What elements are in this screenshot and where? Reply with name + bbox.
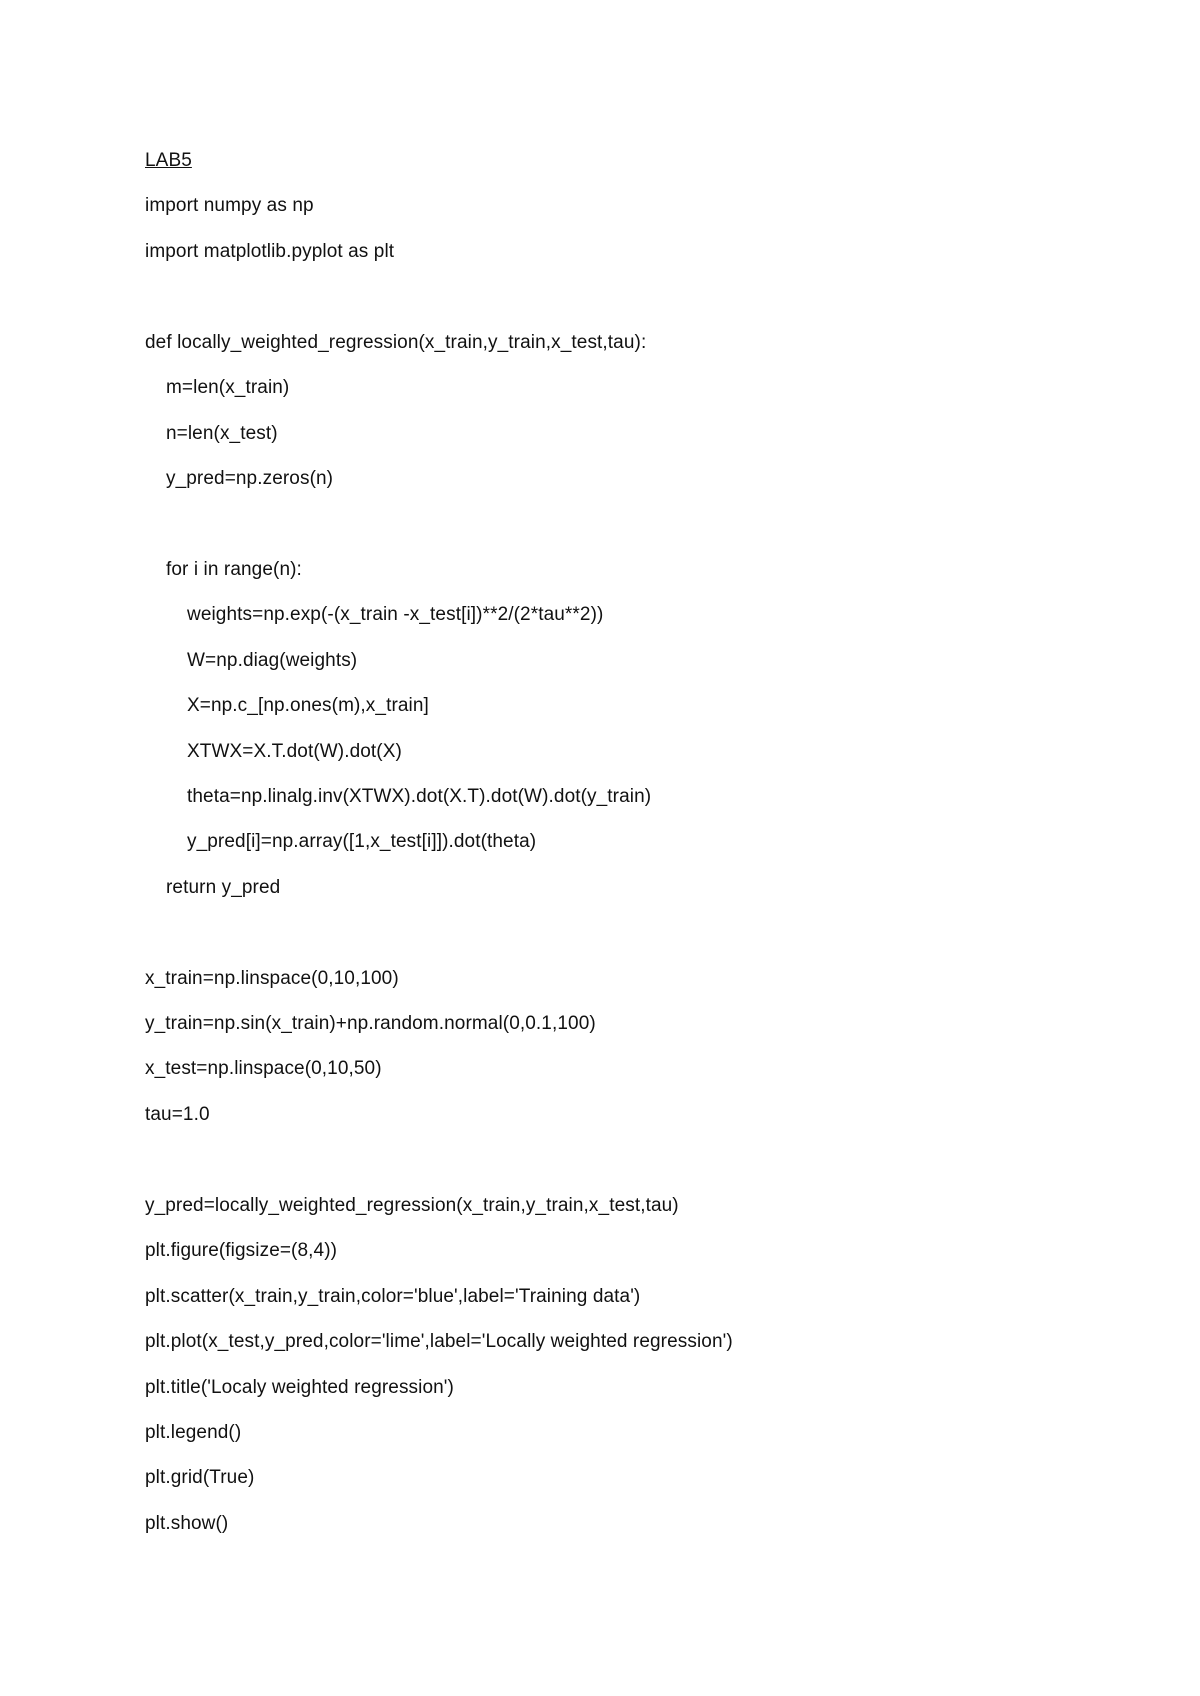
code-line: X=np.c_[np.ones(m),x_train] — [187, 695, 429, 716]
code-line: plt.title('Localy weighted regression') — [145, 1377, 454, 1398]
code-line: tau=1.0 — [145, 1104, 210, 1125]
code-line: y_pred=np.zeros(n) — [166, 468, 334, 489]
code-line: plt.legend() — [145, 1422, 242, 1443]
code-line: n=len(x_test) — [166, 423, 278, 444]
code-line: weights=np.exp(-(x_train -x_test[i])**2/(2*tau**2)) — [187, 604, 604, 625]
code-line: plt.scatter(x_train,y_train,color='blue',label='Training data') — [145, 1286, 641, 1307]
code-line: theta=np.linalg.inv(XTWX).dot(X.T).dot(W).dot(y_train) — [187, 786, 652, 807]
code-line: x_train=np.linspace(0,10,100) — [145, 968, 399, 989]
code-line: import matplotlib.pyplot as plt — [145, 241, 395, 262]
code-line: y_pred=locally_weighted_regression(x_train,y_train,x_test,tau) — [145, 1195, 679, 1216]
code-line: def locally_weighted_regression(x_train,y_train,x_test,tau): — [145, 332, 647, 353]
code-line: y_train=np.sin(x_train)+np.random.normal(0,0.1,100) — [145, 1013, 596, 1034]
code-line: plt.grid(True) — [145, 1467, 255, 1488]
code-line: import numpy as np — [145, 195, 314, 216]
code-line: for i in range(n): — [166, 559, 302, 580]
code-line: m=len(x_train) — [166, 377, 290, 398]
code-line: y_pred[i]=np.array([1,x_test[i]]).dot(theta) — [187, 831, 537, 852]
code-line: plt.show() — [145, 1513, 229, 1534]
code-line: XTWX=X.T.dot(W).dot(X) — [187, 741, 402, 762]
code-line: W=np.diag(weights) — [187, 650, 358, 671]
code-line: plt.plot(x_test,y_pred,color='lime',label='Locally weighted regression') — [145, 1331, 733, 1352]
code-line: plt.figure(figsize=(8,4)) — [145, 1240, 338, 1261]
code-line: x_test=np.linspace(0,10,50) — [145, 1058, 382, 1079]
document-title: LAB5 — [145, 150, 192, 171]
code-line: return y_pred — [166, 877, 281, 898]
